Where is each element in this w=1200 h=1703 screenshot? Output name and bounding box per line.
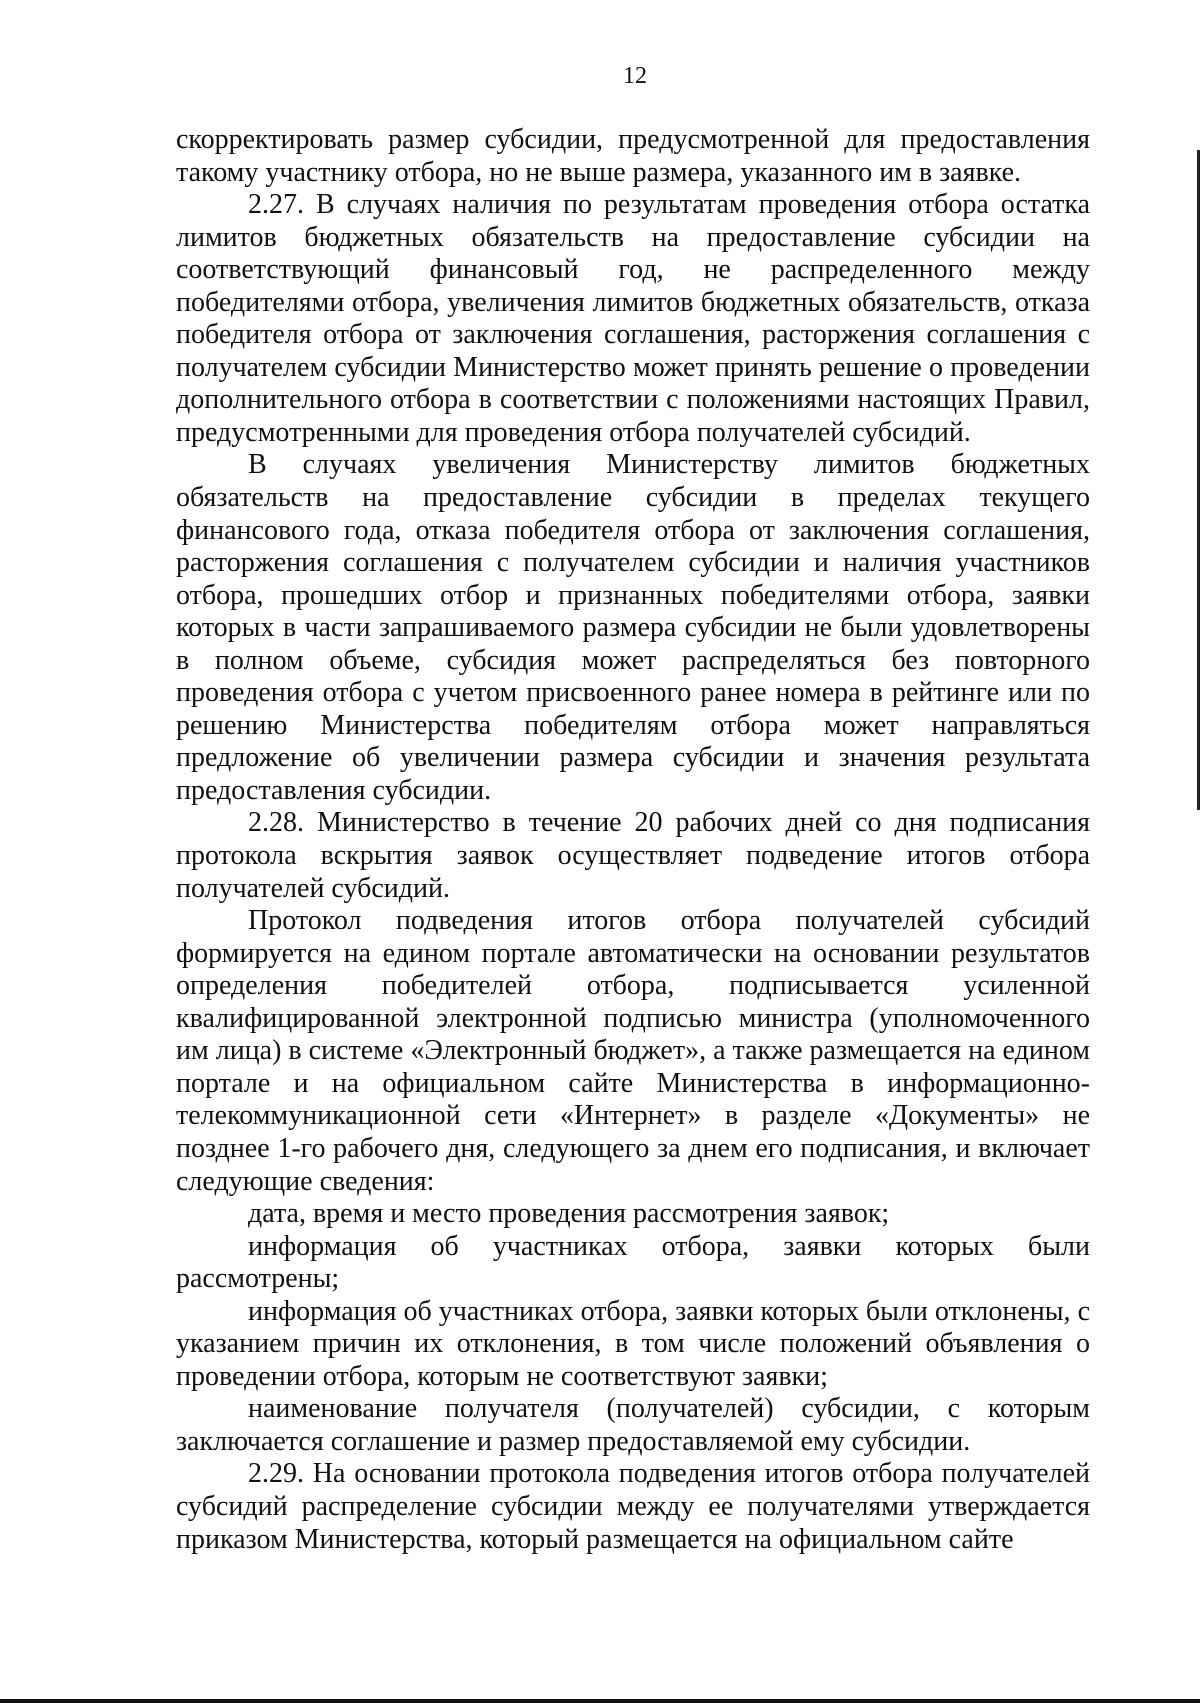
paragraph: В случаях увеличения Министерству лимитов бюджетных обязательств на предоставление субсидии в пределах текущего финансового года, отказа победителя отбора от заключения соглашения, расторжения соглашения с получателем субсидии и наличия участников отбора, прошедших отбор и признанных победителями отбора, заявки которых в части запрашиваемого размера субсидии не были удовлетворены в полном объеме, субсидия может распределяться без повторного проведения отбора с учетом присвоенного ранее номера в рейтинге или по решению Министерства победителям отбора может направляться предложение об увеличении размера субсидии и значения результата предоставления субсидии. (176, 449, 1090, 806)
scan-bottom-edge (0, 1699, 1200, 1703)
list-item: информация об участниках отбора, заявки которых были отклонены, с указанием причин их отклонения, в том числе положений объявления о проведении отбора, которым не соответствуют заявки; (176, 1295, 1090, 1392)
page-number: 12 (623, 63, 647, 89)
document-body (176, 124, 1090, 1556)
paragraph: скорректировать размер субсидии, предусмотренной для предоставления такому участнику отбора, но не выше размера, указанного им в заявке. (176, 124, 1090, 188)
paragraph-2-27: 2.27. В случаях наличия по результатам проведения отбора остатка лимитов бюджетных обязательств на предоставление субсидии на соответствующий финансовый год, не распределенного между победителями отбора, увеличения лимитов бюджетных обязательств, отказа победителя отбора от заключения соглашения, расторжения соглашения с получателем субсидии Министерство может принять решение о проведении дополнительного отбора в соответствии с положениями настоящих Правил, предусмотренными для проведения отбора получателей субсидий. (176, 189, 1090, 448)
paragraph-2-28: 2.28. Министерство в течение 20 рабочих дней со дня подписания протокола вскрытия заявок осуществляет подведение итогов отбора получателей субсидий. (176, 807, 1090, 904)
list-item: наименование получателя (получателей) субсидии, с которым заключается соглашение и размер предоставляемой ему субсидии. (176, 1393, 1090, 1457)
paragraph: Протокол подведения итогов отбора получателей субсидий формируется на едином портале автоматически на основании результатов определения победителей отбора, подписывается усиленной квалифицированной электронной подписью министра (уполномоченного им лица) в системе «Электронный бюджет», а также размещается на едином портале и на официальном сайте Министерства в информационно-телекоммуникационной сети «Интернет» в разделе «Документы» не позднее 1-го рабочего дня, следующего за днем его подписания, и включает следующие сведения: (176, 905, 1090, 1197)
list-item: информация об участниках отбора, заявки которых были рассмотрены; (176, 1230, 1090, 1295)
list-item: дата, время и место проведения рассмотрения заявок; (248, 1198, 890, 1230)
paragraph-2-29: 2.29. На основании протокола подведения итогов отбора получателей субсидий распределение субсидии между ее получателями утверждается приказом Министерства, который размещается на официальном сайте (176, 1458, 1090, 1555)
